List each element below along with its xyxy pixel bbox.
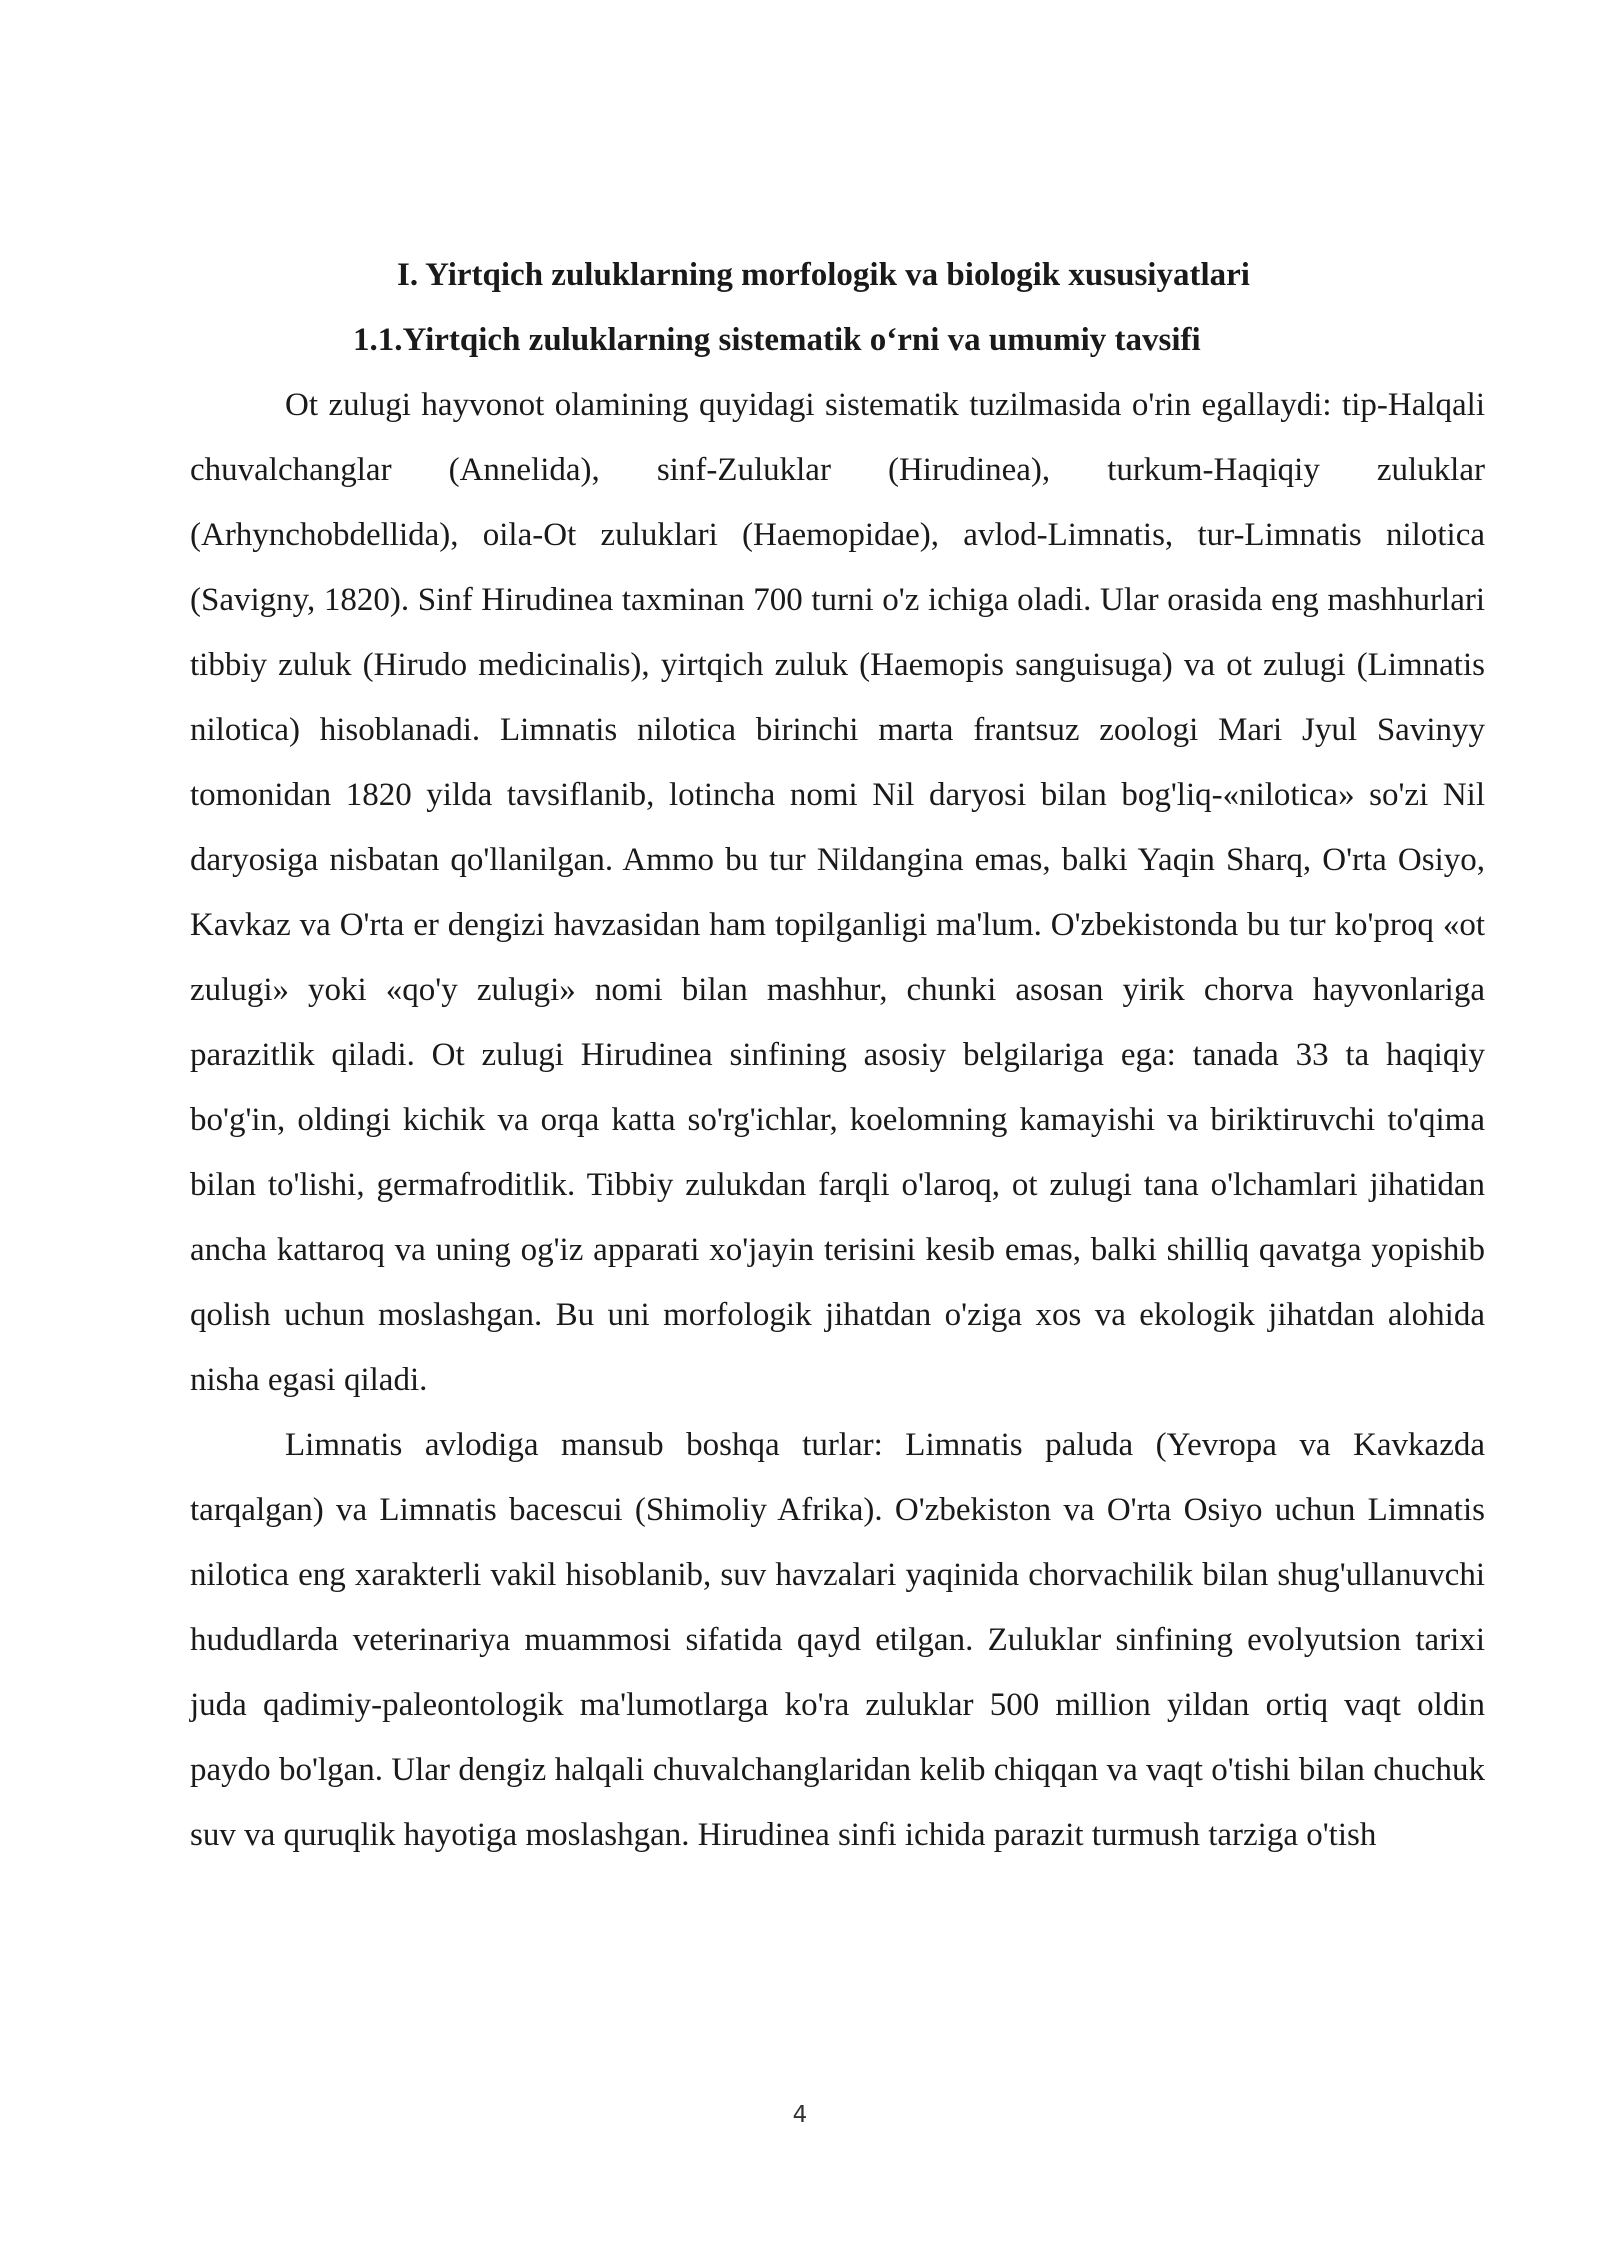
text-block	[190, 243, 1485, 1868]
section-heading: 1.1.Yirtqich zuluklarning sistematik o‘rni va umumiy tavsifi	[353, 322, 1201, 358]
chapter-heading: I. Yirtqich zuluklarning morfologik va biologik xususiyatlari	[397, 257, 1250, 293]
page-number: 4	[792, 2102, 808, 2128]
paragraph-1: Ot zulugi hayvonot olamining quyidagi sistematik tuzilmasida o'rin egallaydi: tip-Halqali chuvalchanglar (Annelida), sinf-Zuluklar (Hirudinea), turkum-Haqiqiy zuluklar (Arhynchobdellida), oila-Ot zuluklari (Haemopidae), avlod-Limnatis, tur-Limnatis nilotica (Savigny, 1820). Sinf Hirudinea taxminan 700 turni o'z ichiga oladi. Ular orasida eng mashhurlari tibbiy zuluk (Hirudo medicinalis), yirtqich zuluk (Haemopis sanguisuga) va ot zulugi (Limnatis nilotica) hisoblanadi. Limnatis nilotica birinchi marta frantsuz zoologi Mari Jyul Savinyy tomonidan 1820 yilda tavsiflanib, lotincha nomi Nil daryosi bilan bog'liq-«nilotica» so'zi Nil daryosiga nisbatan qo'llanilgan. Ammo bu tur Nildangina emas, balki Yaqin Sharq, O'rta Osiyo, Kavkaz va O'rta er dengizi havzasidan ham topilganligi ma'lum. O'zbekistonda bu tur ko'proq «ot zulugi» yoki «qo'y zulugi» nomi bilan mashhur, chunki asosan yirik chorva hayvonlariga parazitlik qiladi. Ot zulugi Hirudinea sinfining asosiy belgilariga ega: tanada 33 ta haqiqiy bo'g'in, oldingi kichik va orqa katta so'rg'ichlar, koelomning kamayishi va biriktiruvchi to'qima bilan to'lishi, germafroditlik. Tibbiy zulukdan farqli o'laroq, ot zulugi tana o'lchamlari jihatidan ancha kattaroq va uning og'iz apparati xo'jayin terisini kesib emas, balki shilliq qavatga yopishib qolish uchun moslashgan. Bu uni morfologik jihatdan o'ziga xos va ekologik jihatdan alohida nisha egasi qiladi.	[190, 387, 1485, 1398]
paragraph-2: Limnatis avlodiga mansub boshqa turlar: Limnatis paluda (Yevropa va Kavkazda tarqalgan) va Limnatis bacescui (Shimoliy Afrika). O'zbekiston va O'rta Osiyo uchun Limnatis nilotica eng xarakterli vakil hisoblanib, suv havzalari yaqinida chorvachilik bilan shug'ullanuvchi hududlarda veterinariya muammosi sifatida qayd etilgan. Zuluklar sinfining evolyutsion tarixi juda qadimiy-paleontologik ma'lumotlarga ko'ra zuluklar 500 million yildan ortiq vaqt oldin paydo bo'lgan. Ular dengiz halqali chuvalchanglaridan kelib chiqqan va vaqt o'tishi bilan chuchuk suv va quruqlik hayotiga moslashgan. Hirudinea sinfi ichida parazit turmush tarziga o'tish	[190, 1427, 1485, 1853]
